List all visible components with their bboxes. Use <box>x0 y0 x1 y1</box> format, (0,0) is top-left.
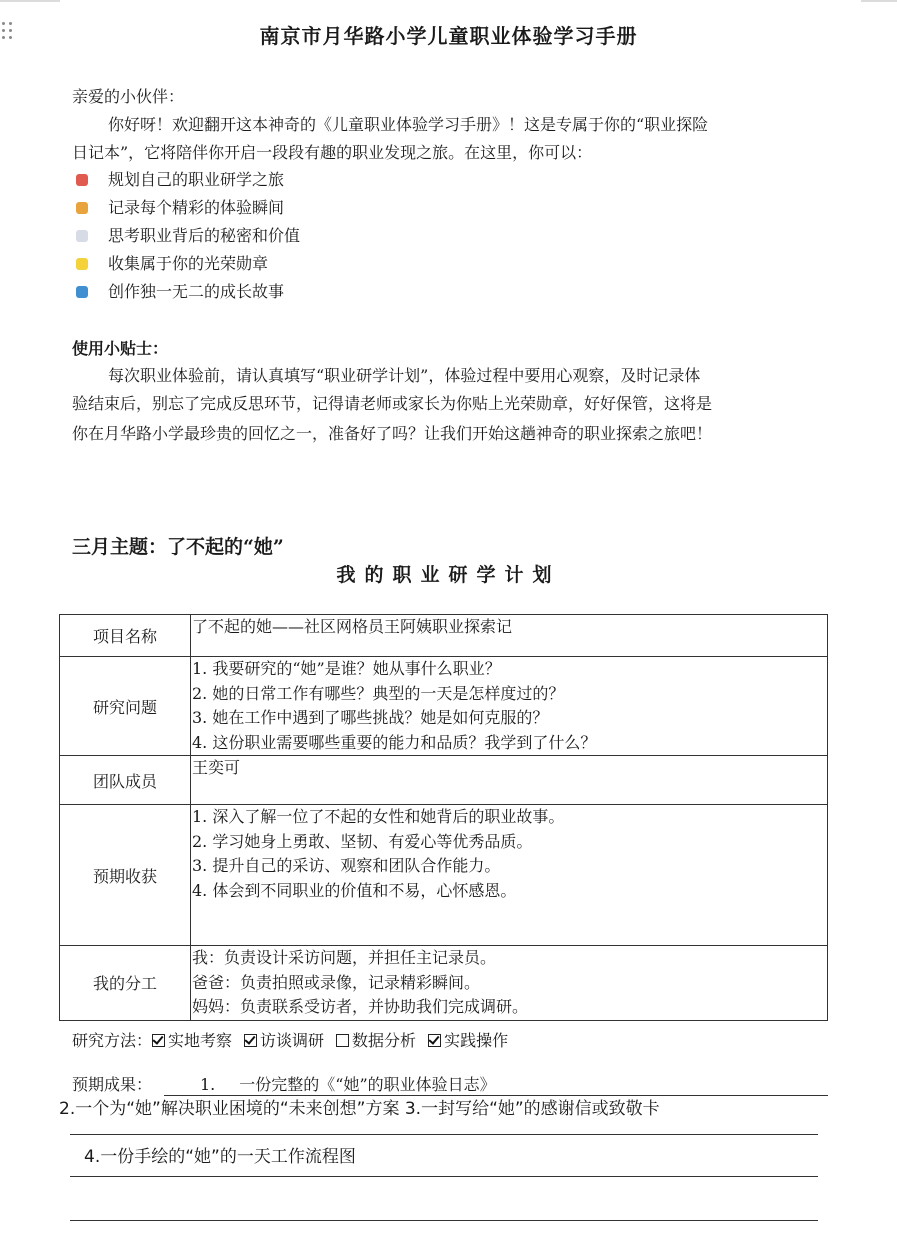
fill-line <box>70 1176 818 1177</box>
row-value <box>191 805 828 946</box>
target-icon <box>76 174 88 186</box>
tips-title: 使用小贴士： <box>72 339 169 358</box>
outcome-item-1 <box>164 1072 828 1096</box>
bullet-item <box>76 278 284 306</box>
row-line: 2. 学习她身上勇敢、坚韧、有爱心等优秀品质。 <box>192 831 533 851</box>
table-row <box>60 805 828 946</box>
pencil-icon <box>76 202 88 214</box>
row-line: 1. 我要研究的“她”是谁？她从事什么职业？ <box>192 659 501 678</box>
row-label: 我的分工 <box>60 946 191 1021</box>
outcome-item-1-num: 1. <box>200 1075 216 1094</box>
row-line: 爸爸：负责拍照或录像，记录精彩瞬间。 <box>192 972 481 992</box>
row-line: 3. 提升自己的采访、观察和团队合作能力。 <box>192 856 501 875</box>
row-line: 我：负责设计采访问题，并担任主记录员。 <box>192 948 497 967</box>
row-line: 王奕可 <box>192 758 241 777</box>
bullet-text: 收集属于你的光荣勋章 <box>108 254 269 273</box>
greeting: 亲爱的小伙伴： <box>72 87 185 106</box>
document-title: 南京市月华路小学儿童职业体验学习手册 <box>259 24 638 48</box>
thought-bubble-icon <box>76 230 88 242</box>
page-corner-left <box>0 0 60 2</box>
table-row <box>60 657 828 756</box>
row-line: 了不起的她——社区网格员王阿姨职业探索记 <box>192 617 513 636</box>
row-line: 3. 她在工作中遇到了哪些挑战？她是如何克服的？ <box>192 708 549 727</box>
monthly-theme: 三月主题：了不起的“她” <box>72 536 284 558</box>
fill-line <box>70 1134 818 1135</box>
row-line: 4. 体会到不同职业的价值和不易，心怀感恩。 <box>192 880 517 900</box>
method-checkbox[interactable] <box>244 1028 324 1051</box>
checked-box-icon[interactable] <box>244 1034 257 1047</box>
bullet-item <box>76 222 300 250</box>
outcomes-label: 预期成果： <box>72 1075 153 1094</box>
books-icon <box>76 286 88 298</box>
row-label: 预期收获 <box>60 805 191 946</box>
row-value <box>191 657 828 756</box>
checked-box-icon[interactable] <box>152 1034 165 1047</box>
bullet-item <box>76 194 284 222</box>
bullet-item <box>76 166 284 194</box>
row-line: 2. 她的日常工作有哪些？典型的一天是怎样度过的？ <box>192 683 565 703</box>
method-label: 实地考察 <box>168 1031 233 1050</box>
page-corner-right <box>861 0 897 2</box>
table-row <box>60 615 828 657</box>
method-label: 访谈调研 <box>260 1031 325 1050</box>
plan-title: 我的职业研学计划 <box>336 564 561 586</box>
row-label: 项目名称 <box>60 615 191 657</box>
bullet-item <box>76 250 268 278</box>
research-methods <box>72 1028 508 1051</box>
row-value <box>191 615 828 657</box>
unchecked-box-icon[interactable] <box>336 1034 349 1047</box>
row-line: 妈妈：负责联系受访者，并协助我们完成调研。 <box>192 997 529 1016</box>
checked-box-icon[interactable] <box>428 1034 441 1047</box>
bullet-text: 规划自己的职业研学之旅 <box>108 170 285 189</box>
methods-label: 研究方法： <box>72 1031 153 1050</box>
bullet-text: 创作独一无二的成长故事 <box>108 282 285 301</box>
method-label: 数据分析 <box>352 1031 417 1050</box>
method-checkbox[interactable] <box>336 1028 416 1051</box>
fill-line <box>70 1220 818 1221</box>
outcome-item-1-text: 一份完整的《“她”的职业体验日志》 <box>239 1075 496 1094</box>
tips-line-2: 验结束后，别忘了完成反思环节，记得请老师或家长为你贴上光荣勋章，好好保管，这将是 <box>72 394 713 413</box>
method-label: 实践操作 <box>444 1031 509 1050</box>
row-label: 团队成员 <box>60 756 191 805</box>
row-value <box>191 946 828 1021</box>
outcome-item-4: 4.一份手绘的“她”的一天工作流程图 <box>84 1147 356 1167</box>
tips-line-3: 你在月华路小学最珍贵的回忆之一，准备好了吗？让我们开始这趟神奇的职业探索之旅吧！ <box>72 424 713 443</box>
table-row <box>60 946 828 1021</box>
row-label: 研究问题 <box>60 657 191 756</box>
row-line: 4. 这份职业需要哪些重要的能力和品质？我学到了什么？ <box>192 732 597 752</box>
intro-line-1: 你好呀！欢迎翻开这本神奇的《儿童职业体验学习手册》！这是专属于你的“职业探险 <box>108 115 709 134</box>
bullet-text: 记录每个精彩的体验瞬间 <box>108 198 285 217</box>
row-value <box>191 756 828 805</box>
tips-line-1: 每次职业体验前，请认真填写“职业研学计划”，体验过程中要用心观察，及时记录体 <box>108 366 701 385</box>
method-checkbox[interactable] <box>428 1028 508 1051</box>
row-line: 1. 深入了解一位了不起的女性和她背后的职业故事。 <box>192 807 565 826</box>
intro-line-2: 日记本”，它将陪伴你开启一段段有趣的职业发现之旅。在这里，你可以： <box>72 143 593 162</box>
table-row <box>60 756 828 805</box>
method-checkbox[interactable] <box>152 1028 232 1051</box>
outcome-items-2-3: 2.一个为“她”解决职业困境的“未来创想”方案 3.一封写给“她”的感谢信或致敬卡 <box>59 1099 660 1119</box>
bullet-text: 思考职业背后的秘密和价值 <box>108 226 301 245</box>
star-icon <box>76 258 88 270</box>
research-plan-table <box>59 614 828 1021</box>
